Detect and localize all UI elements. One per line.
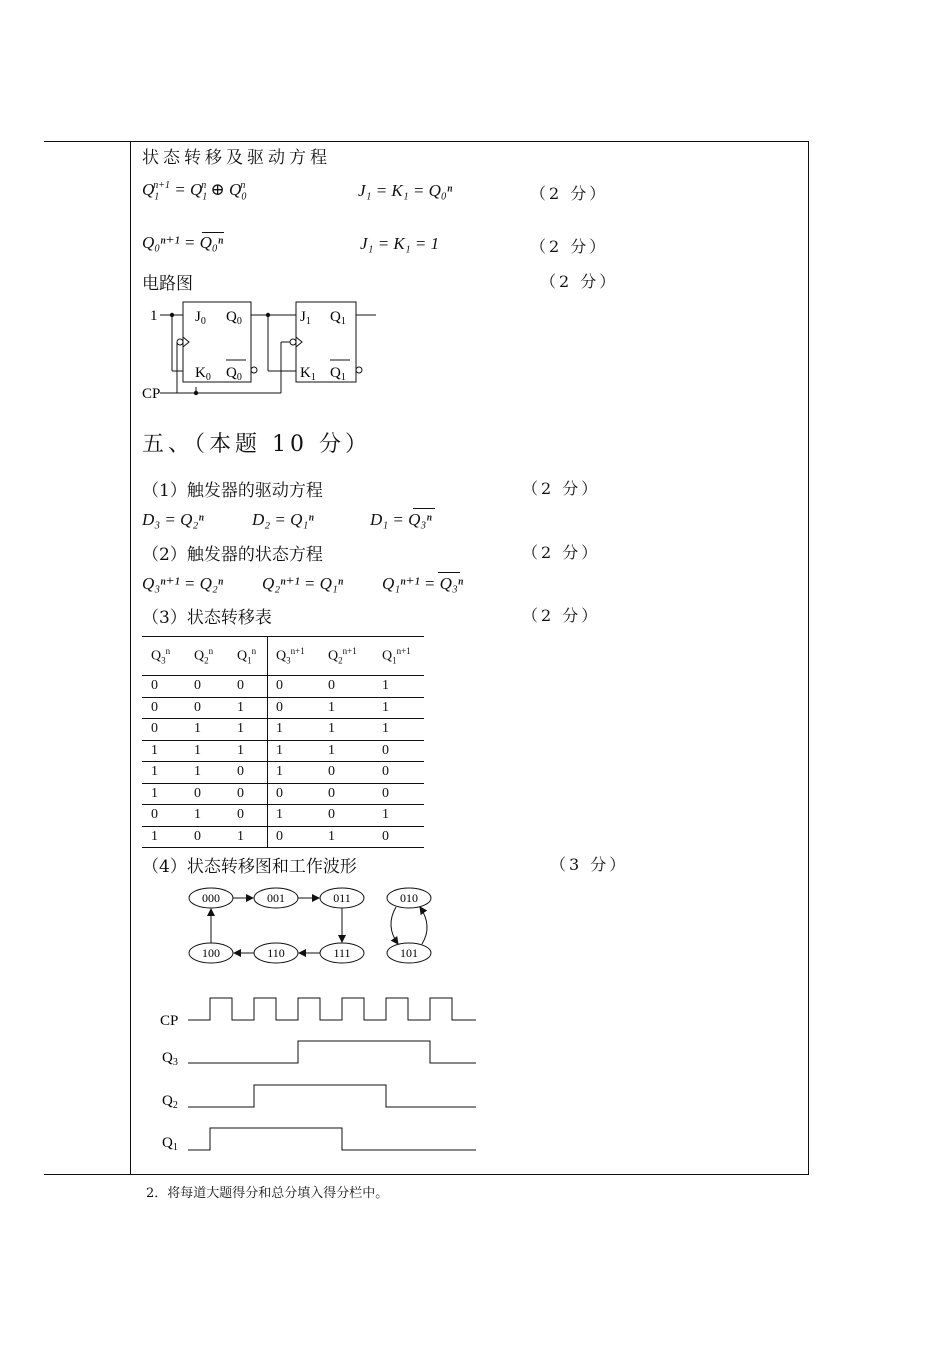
circuit-label: 电路图 — [142, 274, 193, 294]
jk-circuit-diagram — [138, 296, 388, 406]
q0-bar-label: $Q_0$ — [226, 365, 242, 383]
table-row: 0 0 1 0 1 1 — [142, 697, 424, 719]
cp-waveform — [188, 998, 476, 1020]
state-eq-q2: Q₂ⁿ⁺¹ = Q₁ⁿ — [262, 574, 344, 593]
state-label: 111 — [333, 946, 351, 960]
q1-bar-label: $Q_1$ — [330, 365, 346, 383]
state-transition-diagram — [180, 882, 450, 972]
table-row: 0 1 1 1 1 1 — [142, 719, 424, 741]
arrow-010-101 — [391, 907, 398, 944]
header-q3n1: $Q_3^{n+1}$ — [268, 637, 329, 676]
table-row: 0 1 0 1 0 1 — [142, 805, 424, 827]
score-eq2: （2 分） — [530, 237, 609, 256]
header-q2n1: $Q_2^{n+1}$ — [328, 637, 382, 676]
frame-top-border — [44, 141, 809, 142]
state-equation-1: $Q_1^{n+1} = Q_1^n$ ⊕ $Q_0^n$ — [142, 180, 247, 203]
timing-waveforms — [150, 990, 480, 1158]
table-row: 1 1 1 1 1 0 — [142, 740, 424, 762]
k1-label: $K_1$ — [300, 365, 316, 383]
q1-waveform — [188, 1128, 476, 1150]
arrow-101-010 — [420, 907, 427, 944]
score-part3: （2 分） — [522, 606, 601, 625]
state-label: 011 — [333, 891, 351, 905]
drive-eq-d2: D₂ = Q₁ⁿ — [252, 510, 314, 529]
drive-equation-1: J₁ = K₁ = Q₀ⁿ — [358, 181, 453, 200]
state-label: 100 — [202, 946, 220, 960]
drive-eq-d1: D₁ = Q₃ⁿ — [370, 510, 432, 529]
score-circuit: （2 分） — [540, 272, 619, 291]
state-label: 101 — [400, 946, 418, 960]
state-transition-table — [142, 636, 424, 848]
table-row: 0 0 0 0 0 1 — [142, 676, 424, 698]
q2-label: $Q_2$ — [162, 1093, 178, 1111]
score-part2: （2 分） — [522, 543, 601, 562]
q1-label: $Q_1$ — [162, 1135, 178, 1153]
score-eq1: （2 分） — [530, 184, 609, 203]
k0-label: $K_0$ — [195, 365, 211, 383]
flip-flop-0-box — [183, 302, 251, 382]
cp-label: CP — [160, 1013, 179, 1029]
part2-label: （2）触发器的状态方程 — [142, 545, 323, 565]
part1-label: （1）触发器的驱动方程 — [142, 481, 323, 501]
q3-label: $Q_3$ — [162, 1050, 178, 1068]
q3-waveform — [188, 1041, 476, 1063]
q2-waveform — [188, 1085, 476, 1107]
state-label: 010 — [400, 891, 418, 905]
input-one-label: 1 — [150, 308, 158, 324]
header-q2n: $Q_2^n$ — [194, 637, 237, 676]
section-title: 状态转移及驱动方程 — [142, 148, 331, 168]
frame-right-border — [808, 141, 809, 1175]
section-five-heading: 五、（本题 10 分） — [142, 432, 371, 457]
state-label: 110 — [267, 946, 285, 960]
state-label: 001 — [267, 891, 285, 905]
header-q1n: $Q_1^n$ — [237, 637, 268, 676]
drive-equation-2: J₁ = K₁ = 1 — [360, 234, 440, 253]
table-row: 1 0 1 0 1 0 — [142, 826, 424, 848]
j0-label: $J_0$ — [195, 309, 206, 327]
frame-left-border — [130, 141, 131, 1175]
footnote: 2．将每道大题得分和总分填入得分栏中。 — [146, 1186, 389, 1201]
overline-bar — [413, 508, 435, 509]
clock-label: CP — [142, 386, 161, 402]
table-row: 1 1 0 1 0 0 — [142, 762, 424, 784]
part3-label: （3）状态转移表 — [142, 608, 272, 628]
state-label: 000 — [202, 891, 220, 905]
frame-bottom-border — [44, 1174, 809, 1175]
part4-label: （4）状态转移图和工作波形 — [142, 857, 357, 877]
table-header-row — [142, 637, 424, 676]
q0-label: $Q_0$ — [226, 309, 242, 327]
drive-eq-d3: D₃ = Q₂ⁿ — [142, 510, 204, 529]
score-part1: （2 分） — [522, 479, 601, 498]
j1-label: $J_1$ — [300, 309, 311, 327]
header-q1n1: $Q_1^{n+1}$ — [382, 637, 424, 676]
state-eq-q1: Q₁ⁿ⁺¹ = Q₃ⁿ — [382, 574, 464, 593]
q1-label: $Q_1$ — [330, 309, 346, 327]
score-part4: （3 分） — [550, 855, 629, 874]
state-equation-2: Q₀ⁿ⁺¹ = Q₀ⁿ — [142, 233, 224, 252]
overline-bar — [202, 232, 224, 233]
state-eq-q3: Q₃ⁿ⁺¹ = Q₂ⁿ — [142, 574, 224, 593]
header-q3n: $Q_3^n$ — [142, 637, 194, 676]
overline-bar — [438, 572, 460, 573]
table-row: 1 0 0 0 0 0 — [142, 783, 424, 805]
